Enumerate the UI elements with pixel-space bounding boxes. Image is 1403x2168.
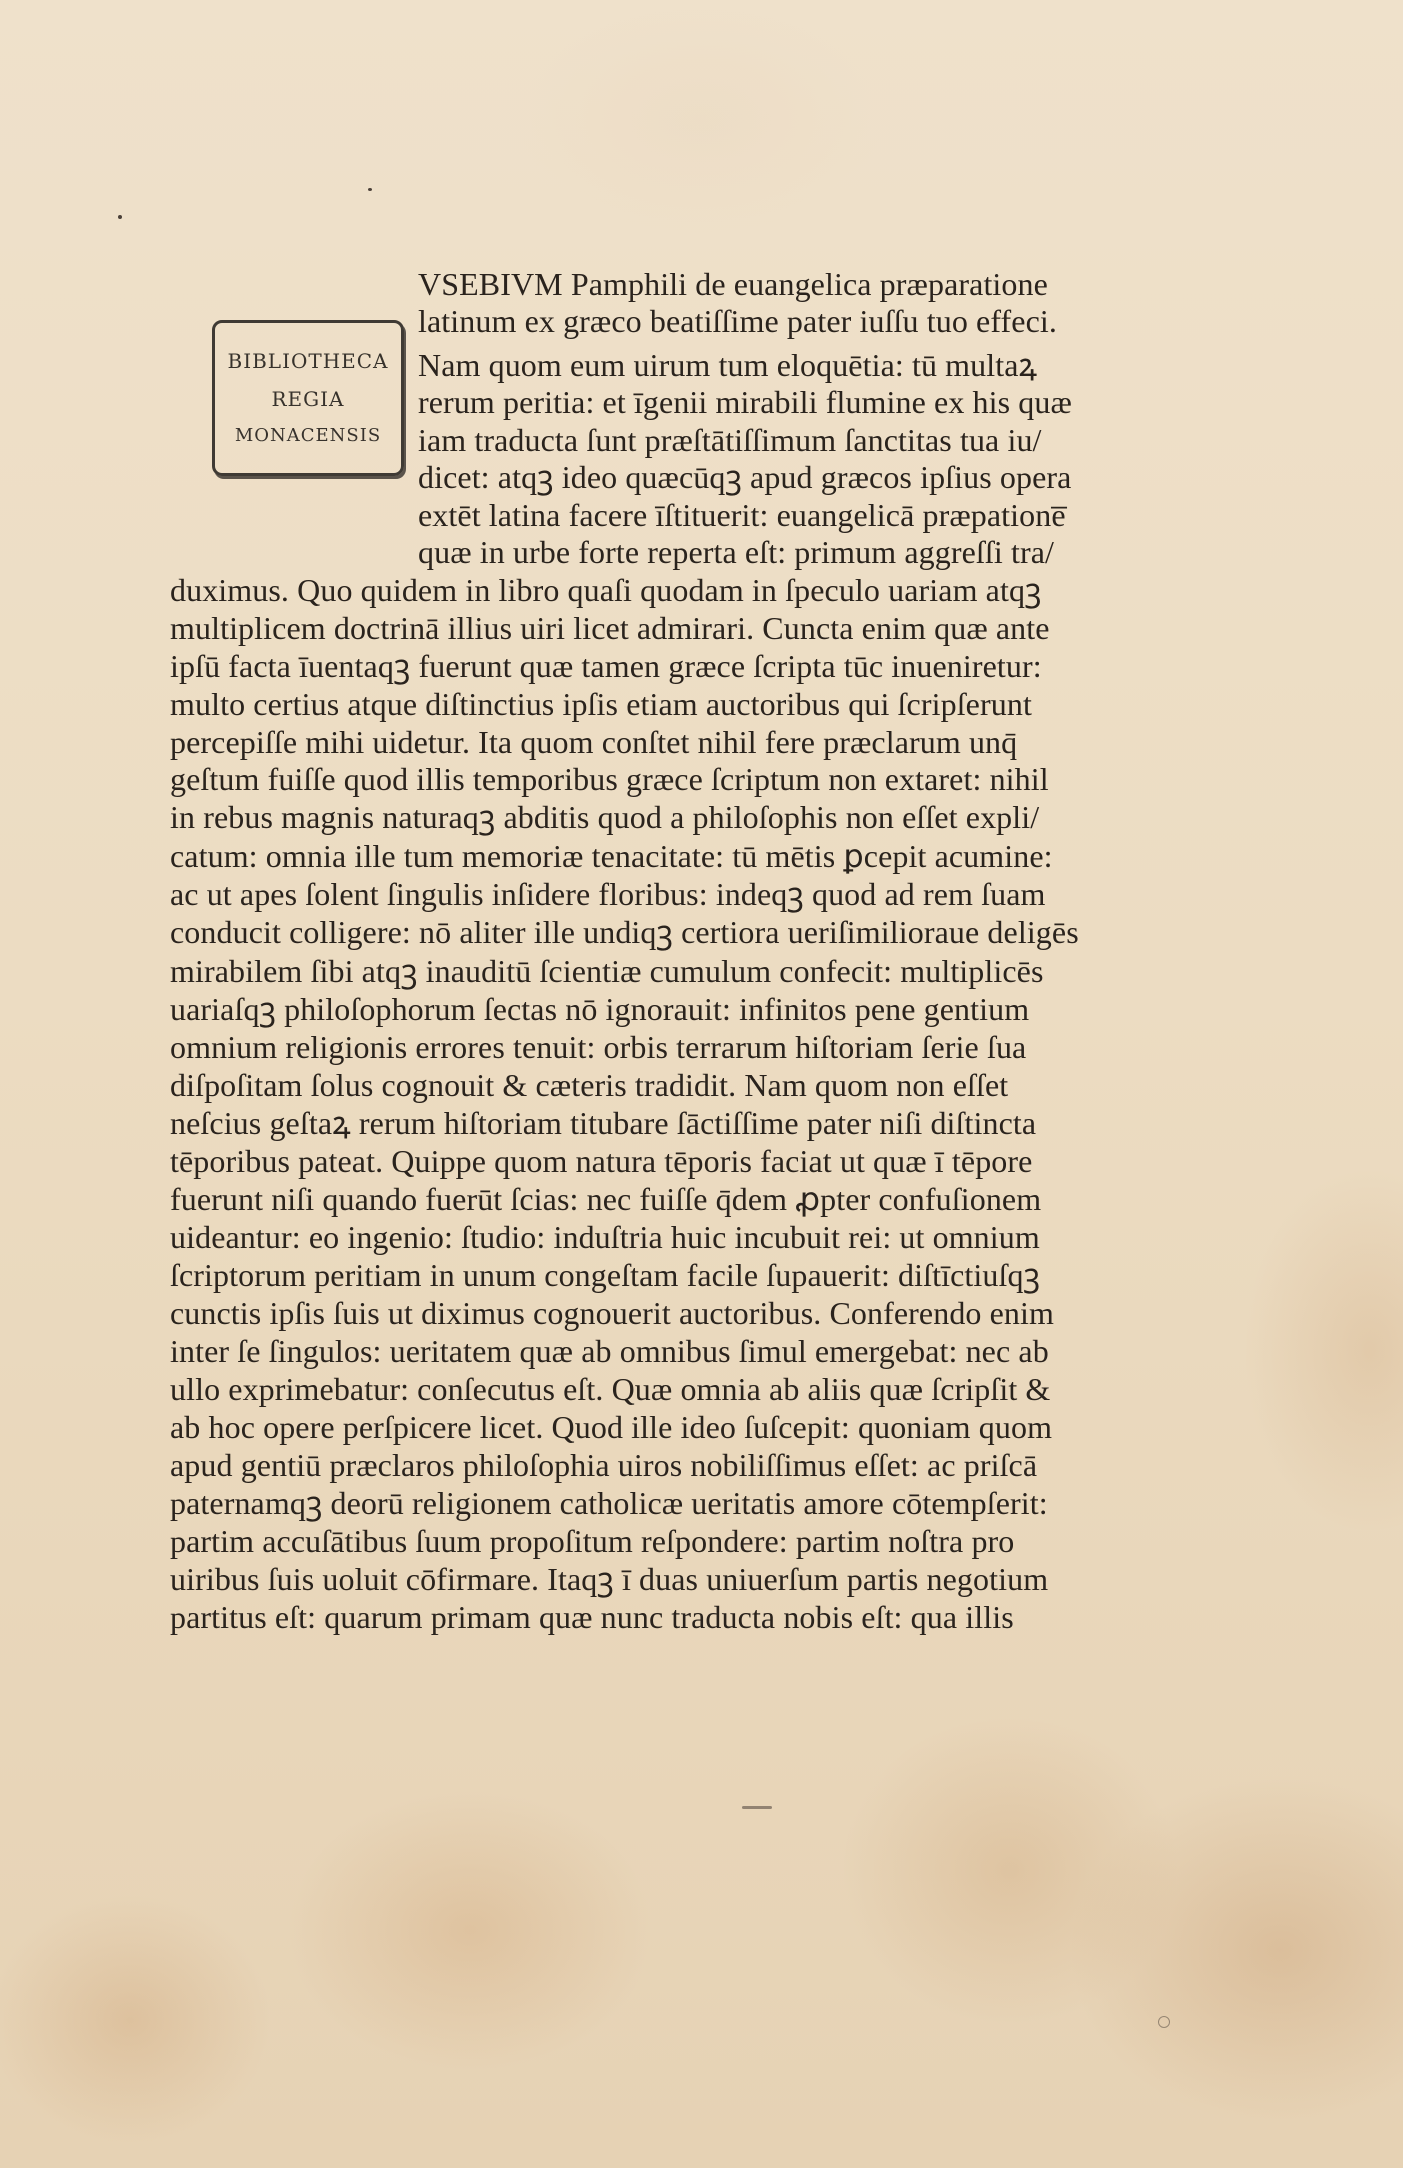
text-line: rerum peritia: et īgenii mirabili flumine ex his quæ <box>418 384 1072 420</box>
text-line: cunctis ipſis ſuis ut diximus cognouerit auctoribus. Conferendo enim <box>170 1295 1055 1331</box>
text-line: ſcriptorum peritiam in unum congeſtam facile ſupauerit: diſtīctiuſqꝫ <box>170 1257 1041 1293</box>
stamp-line-3: MONACENSIS <box>234 425 382 446</box>
text-line: quæ in urbe forte reperta eſt: primum aggreſſi tra/ <box>418 534 1054 570</box>
text-line: ac ut apes ſolent ſingulis inſidere floribus: indeqꝫ quod ad rem ſuam <box>170 876 1046 912</box>
text-line: geſtum fuiſſe quod illis temporibus græce ſcriptum non extaret: nihil <box>170 761 1049 797</box>
text-line: neſcius geſtaꝝ rerum hiſtoriam titubare ſāctiſſime pater niſi diſtincta <box>170 1105 1037 1141</box>
text-line: uideantur: eo ingenio: ſtudio: induſtria huic incubuit rei: ut omnium <box>170 1219 1040 1255</box>
text-line: catum: omnia ille tum memoriæ tenacitate: tū mētis ꝑcepit acumine: <box>170 838 1053 874</box>
text-line: uariaſqꝫ philoſophorum ſectas nō ignorauit: infinitos pene gentium <box>170 991 1030 1027</box>
text-line: latinum ex græco beatiſſime pater iuſſu tuo effeci. <box>418 303 1057 339</box>
text-line: tēporibus pateat. Quippe quom natura tēporis faciat ut quæ ī tēpore <box>170 1143 1033 1179</box>
text-line: multo certius atque diſtinctius ipſis etiam auctoribus qui ſcripſerunt <box>170 686 1032 722</box>
text-line: diſpoſitam ſolus cognouit & cæteris tradidit. Nam quom non eſſet <box>170 1067 1009 1103</box>
text-line: Nam quom eum uirum tum eloquētia: tū multaꝝ <box>418 347 1038 383</box>
text-line: percepiſſe mihi uidetur. Ita quom conſtet nihil fere præclarum unq̄ <box>170 724 1018 760</box>
text-line: ullo exprimebatur: conſecutus eſt. Quæ omnia ab aliis quæ ſcripſit & <box>170 1371 1051 1407</box>
text-line: iam traducta ſunt præſtātiſſimum ſanctitas tua iu/ <box>418 422 1042 458</box>
stamp-line-1: BIBLIOTHECA <box>227 349 389 373</box>
text-line: fuerunt niſi quando fuerūt ſcias: nec fuiſſe q̄dem ꝓpter confuſionem <box>170 1181 1042 1217</box>
text-line: duximus. Quo quidem in libro quaſi quodam in ſpeculo uariam atqꝫ <box>170 572 1042 608</box>
text-line: ab hoc opere perſpicere licet. Quod ille ideo ſuſcepit: quoniam quom <box>170 1409 1053 1445</box>
text-line: dicet: atqꝫ ideo quæcūqꝫ apud græcos ipſius opera <box>418 459 1072 495</box>
text-line: in rebus magnis naturaqꝫ abditis quod a philoſophis non eſſet expli/ <box>170 799 1040 835</box>
text-line: VSEBIVM Pamphili de euangelica præparatione <box>418 266 1048 302</box>
text-line: omnium religionis errores tenuit: orbis terrarum hiſtoriam ſerie ſua <box>170 1029 1027 1065</box>
stamp-line-2: REGIA <box>271 387 345 411</box>
text-line: multiplicem doctrinā illius uiri licet admirari. Cuncta enim quæ ante <box>170 610 1050 646</box>
text-line: partim accuſātibus ſuum propoſitum reſpondere: partim noſtra pro <box>170 1523 1015 1559</box>
text-line: extēt latina facere īſtituerit: euangelicā præpatione̅ <box>418 497 1066 533</box>
text-line: inter ſe ſingulos: ueritatem quæ ab omnibus ſimul emergebat: nec ab <box>170 1333 1049 1369</box>
text-line: mirabilem ſibi atqꝫ inauditū ſcientiæ cumulum confecit: multiplicēs <box>170 953 1044 989</box>
text-line: apud gentiū præclaros philoſophia uiros nobiliſſimus eſſet: ac priſcā <box>170 1447 1038 1483</box>
text-line: paternamqꝫ deorū religionem catholicæ ueritatis amore cōtempſerit: <box>170 1485 1048 1521</box>
text-line: uiribus ſuis uoluit cōfirmare. Itaqꝫ ī duas uniuerſum partis negotium <box>170 1561 1049 1597</box>
text-line: ipſū facta īuentaqꝫ fuerunt quæ tamen græce ſcripta tūc inueniretur: <box>170 648 1042 684</box>
text-line: conducit colligere: nō aliter ille undiqꝫ certiora ueriſimilioraue deligēs <box>170 914 1079 950</box>
text-line: partitus eſt: quarum primam quæ nunc traducta nobis eſt: qua illis <box>170 1599 1014 1635</box>
